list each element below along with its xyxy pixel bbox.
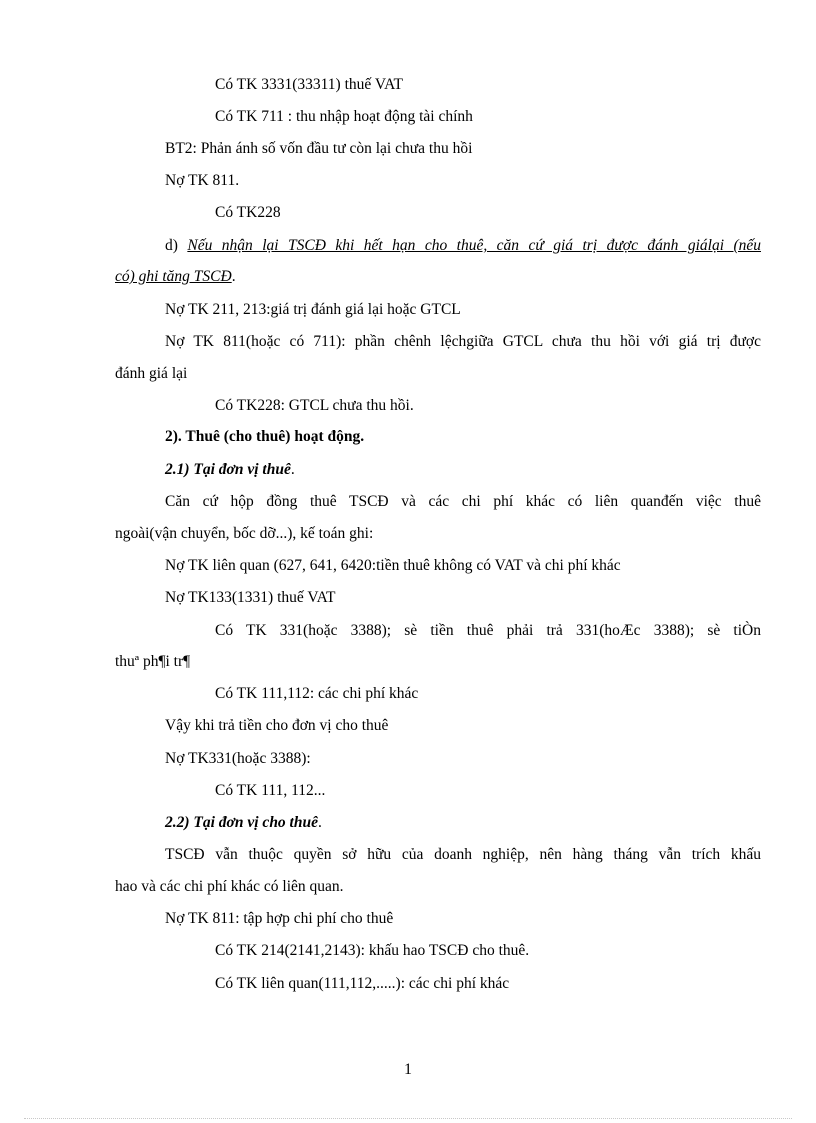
subsection-lessor-suffix: . [318,814,322,831]
lessee-paragraph-line-2: ngoài(vận chuyển, bốc dỡ...), kế toán ghi: [115,525,374,542]
page-number: 1 [404,1061,412,1078]
item-d-suffix: . [231,268,236,285]
entry-debit-811-711-line-1: Nợ TK 811(hoặc có 711): phần chênh lệchgiữa GTCL chưa thu hồi với giá trị được [165,333,761,350]
entry-credit-214: Có TK 214(2141,2143): khấu hao TSCĐ cho thuê. [215,942,530,959]
bt2-heading: BT2: Phản ánh số vốn đầu tư còn lại chưa thu hồi [165,140,473,157]
entry-credit-331-line-2: thuª ph¶i tr¶ [115,653,191,670]
entry-debit-811: Nợ TK 811. [165,172,240,189]
entry-debit-133: Nợ TK133(1331) thuế VAT [165,589,336,606]
lessee-paragraph-line-1: Căn cứ hộp đồng thuê TSCĐ và các chi phí khác có liên quanđến việc thuê [165,493,761,510]
entry-debit-811-lessor: Nợ TK 811: tập hợp chi phí cho thuê [165,910,394,927]
entry-credit-228: Có TK228 [215,204,281,221]
entry-credit-related: Có TK liên quan(111,112,.....): các chi phí khác [215,975,510,992]
subsection-lessee [165,461,295,479]
item-d-underlined-text-cont: có) ghi tăng TSCĐ [115,268,232,285]
subsection-lessor [165,814,322,832]
page-bottom-divider [24,1118,792,1119]
item-d-line-2 [115,268,236,286]
entry-credit-228-gtcl: Có TK228: GTCL chưa thu hồi. [215,397,414,414]
entry-credit-3331: Có TK 3331(33311) thuế VAT [215,76,404,93]
subsection-lessee-suffix: . [290,461,295,478]
entry-credit-111-112-other: Có TK 111,112: các chi phí khác [215,685,419,702]
entry-debit-211-213: Nợ TK 211, 213:giá trị đánh giá lại hoặc GTCL [165,301,461,318]
lessor-paragraph-line-1: TSCĐ vẫn thuộc quyền sở hữu của doanh nghiệp, nên hàng tháng vẫn trích khấu [165,846,761,863]
entry-debit-331: Nợ TK331(hoặc 3388): [165,750,311,767]
item-d-prefix: d) [165,237,188,254]
entry-debit-811-711-line-2: đánh giá lại [115,365,188,382]
entry-debit-related: Nợ TK liên quan (627, 641, 6420:tiền thuê không có VAT và chi phí khác [165,557,621,574]
section-heading-operating-lease: 2). Thuê (cho thuê) hoạt động. [165,428,365,445]
entry-credit-111-112: Có TK 111, 112... [215,782,326,799]
entry-credit-331-line-1: Có TK 331(hoặc 3388); sè tiền thuê phải trả 331(hoÆc 3388); sè tiÒn [215,622,761,639]
subsection-lessor-title: 2.2) Tại đơn vị cho thuê [165,814,318,831]
subsection-lessee-title: 2.1) Tại đơn vị thuê [165,461,291,478]
payment-note: Vậy khi trả tiền cho đơn vị cho thuê [165,717,389,734]
item-d-line-1 [165,237,761,255]
entry-credit-711: Có TK 711 : thu nhập hoạt động tài chính [215,108,473,125]
item-d-underlined-text: Nếu nhận lại TSCĐ khi hết hạn cho thuê, căn cứ giá trị được đánh giálại (nếu [187,237,761,254]
lessor-paragraph-line-2: hao và các chi phí khác có liên quan. [115,878,344,895]
